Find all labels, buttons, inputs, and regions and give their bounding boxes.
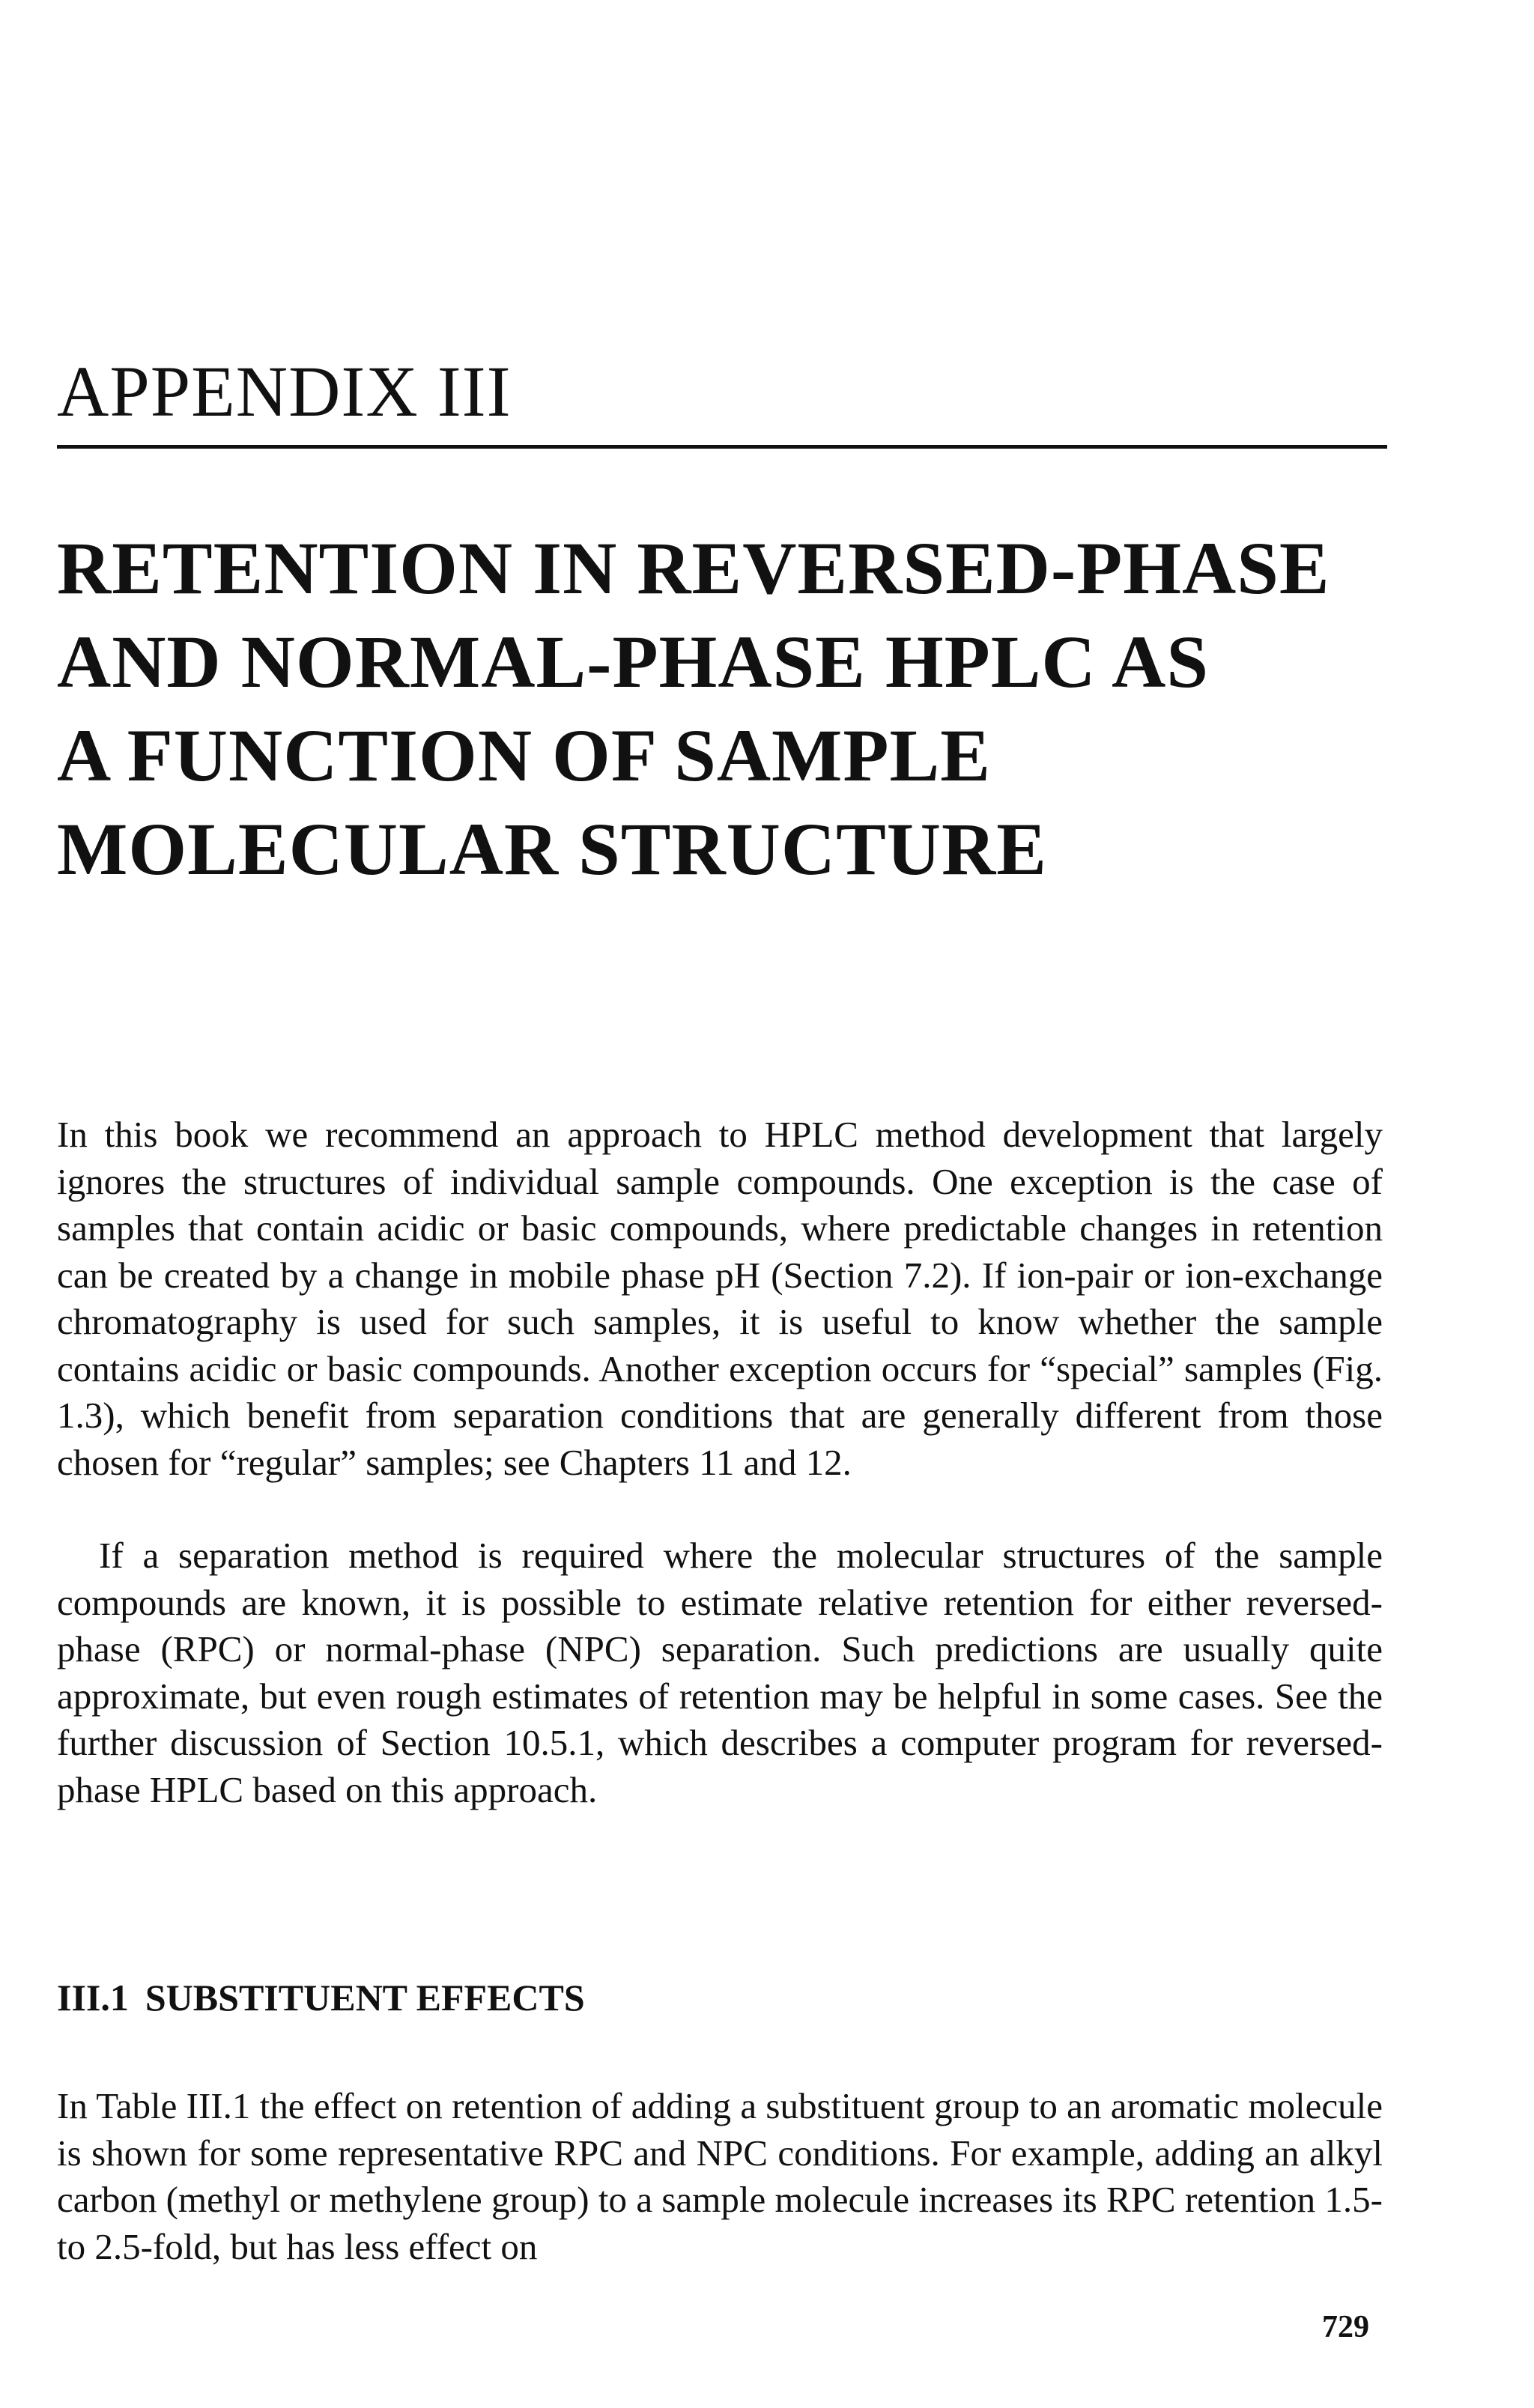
chapter-title-line-2: AND NORMAL-PHASE HPLC AS bbox=[57, 620, 1209, 703]
section-paragraph-1: In Table III.1 the effect on retention of adding a substituent group to an aromatic molecule is shown for some representative RPC and NPC conditions. For example, adding an alkyl carbon (methyl or methylene group) to a sample molecule increases its RPC retention 1.5- to 2.5-fold, but has less effect on bbox=[57, 2085, 1383, 2267]
intro-paragraph-1: In this book we recommend an approach to HPLC method development that largely ignores the structures of individual sample compounds. One exception is the case of samples that contain acidic or basic compounds, where predictable changes in retention can be created by a change in mobile phase pH (Section 7.2). If ion-pair or ion-exchange chromatography is used for such samples, it is useful to know whether the sample contains acidic or basic compounds. Another exception occurs for “special” samples (Fig. 1.3), which benefit from separation conditions that are generally different from those chosen for “regular” samples; see Chapters 11 and 12. bbox=[57, 1114, 1383, 1483]
section-number: III.1 bbox=[57, 1977, 129, 2019]
chapter-title-line-4: MOLECULAR STRUCTURE bbox=[57, 807, 1047, 891]
section-title: SUBSTITUENT EFFECTS bbox=[145, 1977, 585, 2019]
section-heading bbox=[57, 1974, 585, 2021]
chapter-title-line-3: A FUNCTION OF SAMPLE bbox=[57, 714, 991, 797]
intro-paragraph-2: If a separation method is required where the molecular structures of the sample compounds are known, it is possible to estimate relative retention for either reversed-phase (RPC) or normal-phase (NPC) separation. Such predictions are usually quite approximate, but even rough estimates of retention may be helpful in some cases. See the further discussion of Section 10.5.1, which describes a computer program for reversed-phase HPLC based on this approach. bbox=[57, 1535, 1383, 1810]
page-number: 729 bbox=[1322, 2310, 1369, 2344]
chapter-title-line-1: RETENTION IN REVERSED-PHASE bbox=[57, 527, 1330, 610]
title-rule bbox=[57, 445, 1387, 449]
chapter-title bbox=[57, 521, 1405, 896]
appendix-label: APPENDIX III bbox=[57, 351, 512, 431]
